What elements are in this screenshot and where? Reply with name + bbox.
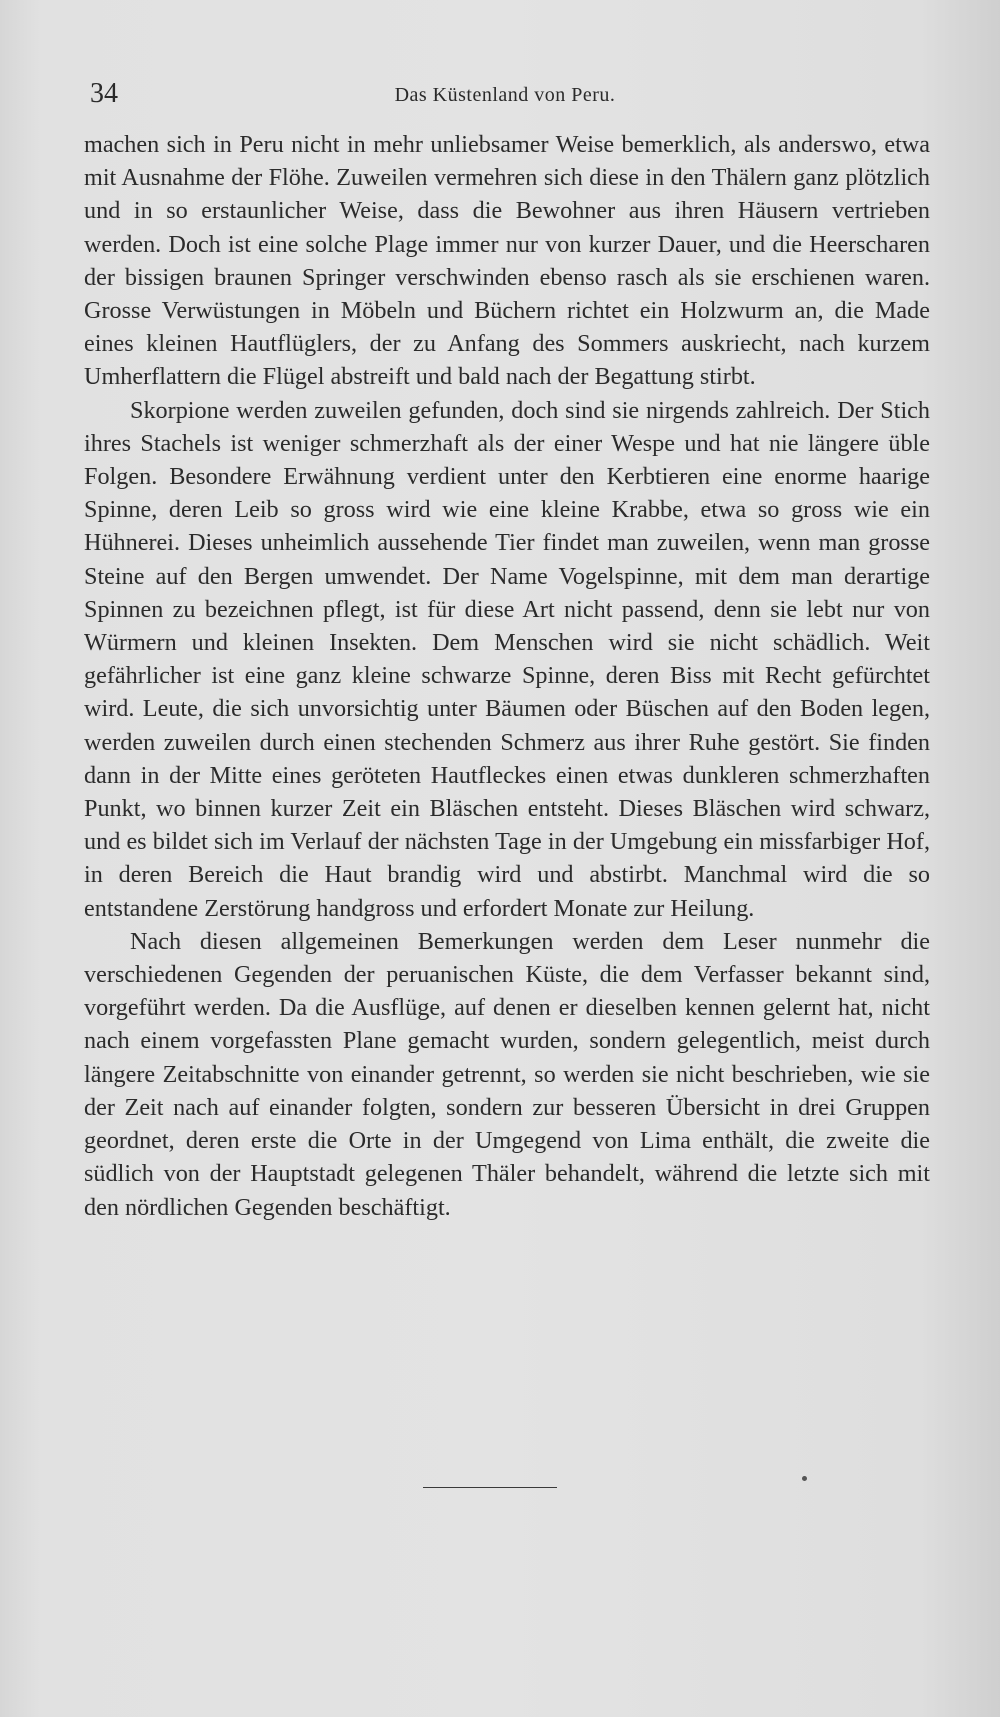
paragraph-2: Skorpione werden zuweilen gefunden, doch sind sie nirgends zahlreich. Der Stich ihres Stachels ist weniger schmerzhaft als der einer Wespe und hat nie längere üble Folgen. Besondere Erwähnung verdient unter den Kerbtieren eine enorme haarige Spinne, deren Leib so gross wird wie eine kleine Krabbe, etwa so gross wie ein Hühnerei. Dieses unheimlich aussehende Tier findet man zuweilen, wenn man grosse Steine auf den Bergen umwendet. Der Name Vogelspinne, mit dem man derartige Spinnen zu bezeichnen pflegt, ist für diese Art nicht passend, denn sie lebt nur von Würmern und kleinen Insekten. Dem Menschen wird sie nicht schädlich. Weit gefährlicher ist eine ganz kleine schwarze Spinne, deren Biss mit Recht gefürchtet wird. Leute, die sich unvorsichtig unter Bäumen oder Büschen auf den Boden legen, werden zuweilen durch einen stechenden Schmerz aus ihrer Ruhe gestört. Sie finden dann in der Mitte eines geröteten Hautfleckes einen etwas dunkleren schmerzhaften Punkt, wo binnen kurzer Zeit ein Bläschen entsteht. Dieses Bläschen wird schwarz, und es bildet sich im Verlauf der nächsten Tage in der Umgebung ein missfarbiger Hof, in deren Bereich die Haut brandig wird und abstirbt. Manchmal wird die so entstandene Zerstörung handgross und erfordert Monate zur Heilung. [84,396,930,922]
paragraph-1: machen sich in Peru nicht in mehr unliebsamer Weise bemerklich, als anderswo, etwa mit Ausnahme der Flöhe. Zuweilen vermehren sich diese in den Thälern ganz plötzlich und in so erstaunlicher Weise, dass die Bewohner aus ihren Häusern vertrieben werden. Doch ist eine solche Plage immer nur von kurzer Dauer, und die Heerscharen der bissigen braunen Springer verschwinden ebenso rasch als sie erschienen waren. Grosse Verwüstungen in Möbeln und Büchern richtet ein Holzwurm an, die Made eines kleinen Hautflüglers, der zu Anfang des Sommers auskriecht, nach kurzem Umherflattern die Flügel abstreift und bald nach der Begattung stirbt. [84,131,930,391]
page-number: 34 [90,78,118,109]
ink-speck [802,1476,807,1481]
running-title: Das Küstenland von Peru. [394,84,616,106]
paragraph-3: Nach diesen allgemeinen Bemerkungen werden dem Leser nunmehr die verschiedenen Gegenden der peruanischen Küste, die dem Verfasser bekannt sind, vorgeführt werden. Da die Ausflüge, auf denen er dieselben kennen gelernt hat, nicht nach einem vorgefassten Plane gemacht wurden, sondern gelegentlich, meist durch längere Zeitabschnitte von einander getrennt, so werden sie nicht beschrieben, wie sie der Zeit nach auf einander folgten, sondern zur besseren Übersicht in drei Gruppen geordnet, deren erste die Orte in der Umgegend von Lima enthält, die zweite die südlich von der Hauptstadt gelegenen Thäler behandelt, während die letzte sich mit den nördlichen Gegenden beschäftigt. [84,927,930,1221]
section-end-rule [423,1487,557,1488]
body-text [84,128,930,1224]
page-header [90,78,920,118]
